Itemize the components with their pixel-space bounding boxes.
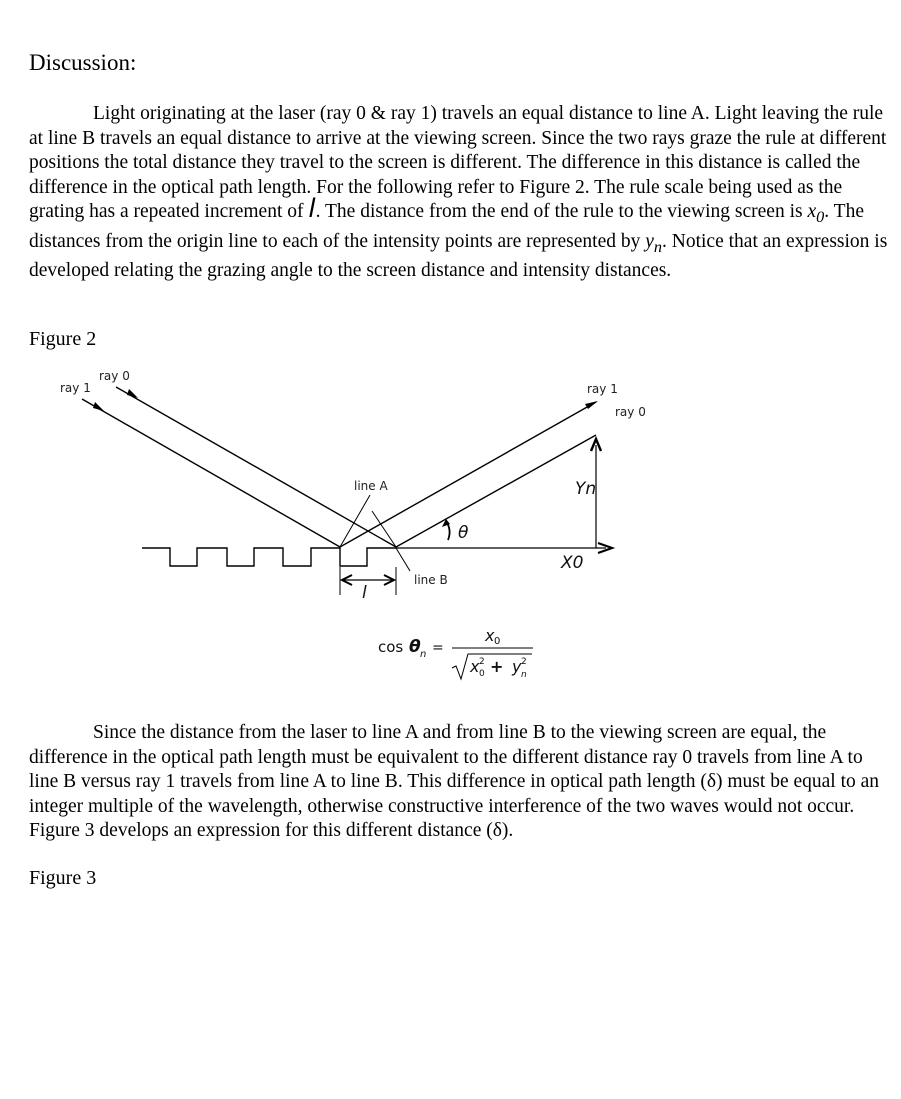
discussion-heading: Discussion: — [29, 50, 137, 75]
figure-2-label: Figure 2 — [29, 328, 97, 350]
formula-sub-n: n — [420, 649, 427, 660]
formula-plus: + — [490, 657, 504, 676]
figure-2-diagram — [0, 360, 901, 700]
yn-symbol: $y_n$ — [645, 230, 663, 256]
formula-denominator-x-sup: 2 — [479, 657, 485, 667]
outgoing-ray-0 — [396, 435, 596, 547]
formula-denominator-x: x — [470, 657, 480, 676]
discussion-paragraph-1 — [29, 102, 891, 284]
formula-denominator-y-sub: n — [521, 670, 527, 680]
figure-3-label: Figure 3 — [29, 867, 97, 889]
line-b-leader — [396, 548, 410, 571]
formula-theta: θ — [409, 637, 421, 657]
ray-0-left-label: ray 0 — [99, 369, 130, 383]
para2-text: Since the distance from the laser to line A and from line B to the viewing screen are equal, the difference in the optical path length must be equivalent to the different distance ray 0 travels from line A to line B versus ray 1 travels from line A to line B. This difference in optical path length (δ) must be equal to an integer multiple of the wavelength, otherwise constructive interference of the two waves would not occur. Figure 3 develops an expression for this different distance (δ). — [29, 722, 880, 842]
discussion-paragraph-2 — [29, 721, 891, 844]
line-b-label: line B — [414, 573, 448, 587]
line-a-label: line A — [354, 479, 388, 493]
x0-symbol: $x_0$ — [807, 201, 825, 227]
formula-denominator-x-sub: 0 — [479, 669, 485, 679]
para1-text-4: . Notice that an expression is developed relating the grazing angle to the screen distance and intensity distances. — [29, 230, 888, 282]
para1-text-2: . The distance from the end of the rule to the viewing screen is — [315, 201, 808, 223]
para1-text-1: Light originating at the laser (ray 0 & ray 1) travels an equal distance to line A. Light leaving the rule at line B travels an equal distance to arrive at the viewing screen. Since the two rays graze the rule at different positions the total distance they travel to the screen is different. The difference in this distance is called the difference in the optical path length. For the following refer to Figure 2. The rule scale being used as the grating has a repeated increment of — [29, 103, 887, 223]
ray-1-right-label: ray 1 — [587, 382, 618, 396]
formula-numerator-sub: 0 — [494, 636, 501, 647]
formula-cos: cos — [378, 638, 404, 656]
para1-text-3: . The distances from the origin line to each of the intensity points are represented by — [29, 201, 864, 252]
increment-symbol: l — [308, 194, 316, 225]
formula-equals: = — [432, 640, 444, 656]
yn-label: Yn — [575, 479, 597, 499]
x0-label: X0 — [561, 553, 584, 573]
theta-label: θ — [458, 523, 469, 543]
rule-grating — [142, 548, 396, 566]
cos-theta-formula — [378, 626, 533, 680]
ray-0-right-label: ray 0 — [615, 405, 646, 419]
formula-denominator-y: y — [512, 657, 522, 676]
incoming-ray-1 — [82, 399, 340, 547]
formula-denominator-y-sup: 2 — [521, 657, 527, 667]
ray-1-left-label: ray 1 — [60, 381, 91, 395]
formula-numerator-x: x — [485, 626, 495, 645]
ray-1-arrowhead-in — [93, 402, 104, 411]
line-a-branch — [372, 511, 396, 547]
increment-label: l — [362, 583, 367, 603]
